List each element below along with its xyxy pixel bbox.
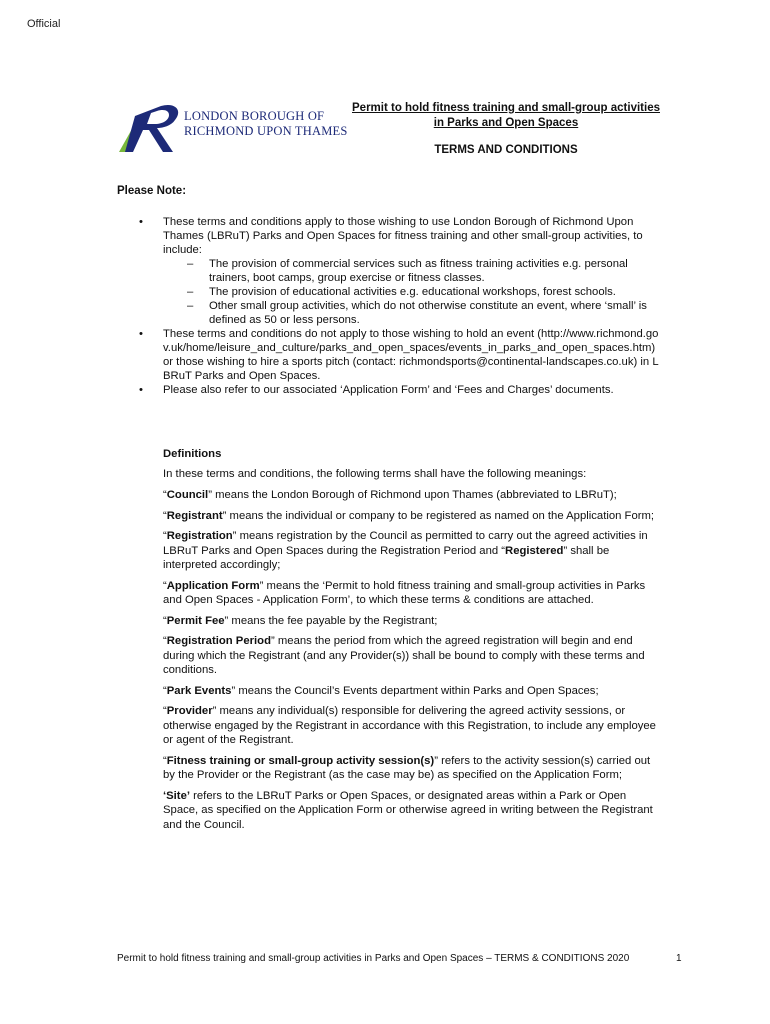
- note-bullet: [117, 215, 662, 327]
- please-note-heading: Please Note:: [117, 185, 187, 197]
- definition-item: [163, 509, 661, 524]
- definitions-list: [163, 488, 661, 832]
- document-title: Permit to hold fitness training and small-group activities in Parks and Open Spaces: [352, 102, 660, 129]
- note-bullet-text: These terms and conditions apply to those wishing to use London Borough of Richmond Upon Thames (LBRuT) Parks and Open Spaces for fitness training and other small-group activities, to include:: [163, 216, 643, 256]
- definition-text: ” means registration by the Council as permitted to carry out the agreed activities in LBRuT Parks and Open Spaces during the Registration Period and “: [163, 530, 648, 557]
- dash-icon: –: [187, 258, 194, 270]
- definition-text: ” means the ‘Permit to hold fitness training and small-group activities in Parks and Open Spaces - Application Form’, to which these terms & conditions are attached.: [163, 579, 646, 606]
- definitions-section: [163, 447, 661, 838]
- definition-term: ‘Site’: [163, 789, 190, 802]
- definition-item: [163, 684, 661, 699]
- definition-text: “: [163, 489, 167, 501]
- council-logo: [117, 102, 352, 156]
- definition-term: Permit Fee: [166, 614, 225, 627]
- sub-list-text: The provision of commercial services such as fitness training activities e.g. personal trainers, boot camps, group exercise or fitness classes.: [209, 258, 628, 284]
- bullet-icon: •: [139, 328, 143, 340]
- note-bullet-text: These terms and conditions do not apply to those wishing to hold an event (http://www.richmond.gov.uk/home/leisure_and_culture/parks_and_open_spaces/events_in_parks_and_open_spaces.htm) or those wishing to hire a sports pitch (contact: richmondsports@continental-landscapes.co.uk) in LBRuT Parks and Open Spaces.: [163, 328, 659, 382]
- definition-text: “: [163, 684, 167, 697]
- sub-list-item: [163, 299, 662, 327]
- dash-icon: –: [187, 286, 194, 298]
- r-emblem-icon: [117, 102, 183, 156]
- definition-term: Registrant: [166, 509, 223, 522]
- note-bullet-text: Please also refer to our associated ‘Application Form’ and ‘Fees and Charges’ documents.: [163, 384, 614, 396]
- definition-text: ” means the fee payable by the Registrant;: [224, 614, 438, 627]
- sub-list-item: [163, 285, 662, 299]
- definition-term: Application Form: [166, 579, 260, 592]
- note-bullet: [117, 327, 662, 383]
- bullet-icon: •: [139, 384, 143, 396]
- note-bullet-list: [117, 215, 662, 397]
- definition-item: [163, 634, 661, 678]
- dash-icon: –: [187, 300, 194, 312]
- document-subtitle: TERMS AND CONDITIONS: [434, 144, 578, 156]
- page-number: 1: [676, 953, 682, 964]
- sub-list-text: The provision of educational activities e.g. educational workshops, forest schools.: [209, 286, 616, 298]
- definition-text: “: [163, 754, 167, 767]
- definition-item: [163, 704, 661, 748]
- definition-term: Registered: [505, 544, 564, 557]
- definition-term: Fitness training or small-group activity session(s): [166, 754, 435, 767]
- definition-item: [163, 754, 661, 783]
- definition-item: [163, 529, 661, 573]
- logo-line-1: LONDON BOROUGH OF: [184, 109, 325, 123]
- classification-label: Official: [27, 18, 61, 30]
- definitions-heading: Definitions: [163, 448, 222, 460]
- definitions-intro: In these terms and conditions, the following terms shall have the following meanings:: [163, 467, 587, 480]
- definition-item: [163, 488, 661, 503]
- definition-term: Council: [166, 489, 209, 501]
- definition-text: “: [163, 614, 167, 627]
- definition-term: Registration: [166, 530, 233, 542]
- definition-text: “: [163, 635, 167, 647]
- definition-text: ” means any individual(s) responsible for delivering the agreed activity sessions, or otherwise engaged by the Registrant in accordance with this Registration, to include any employee or agent of the Registrant.: [163, 705, 656, 746]
- definition-term: Provider: [166, 705, 213, 717]
- definition-text: “: [163, 509, 167, 522]
- sub-list: [163, 257, 662, 327]
- definition-text: ” means the individual or company to be registered as named on the Application Form;: [222, 509, 655, 522]
- note-bullet: [117, 383, 662, 397]
- sub-list-text: Other small group activities, which do not otherwise constitute an event, where ‘small’ is defined as 50 or less persons.: [209, 300, 647, 326]
- logo-line-2: RICHMOND UPON THAMES: [184, 124, 348, 138]
- definition-term: Registration Period: [166, 635, 271, 647]
- definition-text: ” shall be interpreted accordingly;: [163, 544, 610, 571]
- definition-term: Park Events: [166, 684, 232, 697]
- bullet-icon: •: [139, 216, 143, 228]
- definition-item: [163, 614, 661, 629]
- definition-item: [163, 789, 661, 833]
- definition-text: “: [163, 530, 167, 542]
- definition-text: ” means the period from which the agreed registration will begin and end during which the Registrant (and any Provider(s)) shall be bound to comply with these terms and conditions.: [163, 635, 645, 676]
- definition-text: ” means the London Borough of Richmond upon Thames (abbreviated to LBRuT);: [208, 489, 617, 501]
- definition-text: “: [163, 579, 167, 592]
- definition-text: ” refers to the activity session(s) carried out by the Provider or the Registrant (as the case may be) as specified on the Application Form;: [163, 754, 651, 781]
- definition-text: “: [163, 705, 167, 717]
- page-footer: Permit to hold fitness training and small-group activities in Parks and Open Spaces – TERMS & CONDITIONS 2020: [117, 953, 630, 964]
- definition-text: ” means the Council’s Events department within Parks and Open Spaces;: [231, 684, 599, 697]
- sub-list-item: [163, 257, 662, 285]
- definition-item: [163, 579, 661, 608]
- definition-text: refers to the LBRuT Parks or Open Spaces, or designated areas within a Park or Open Space, as specified on the Application Form or otherwise agreed in writing between the Registrant and the Council.: [163, 789, 653, 831]
